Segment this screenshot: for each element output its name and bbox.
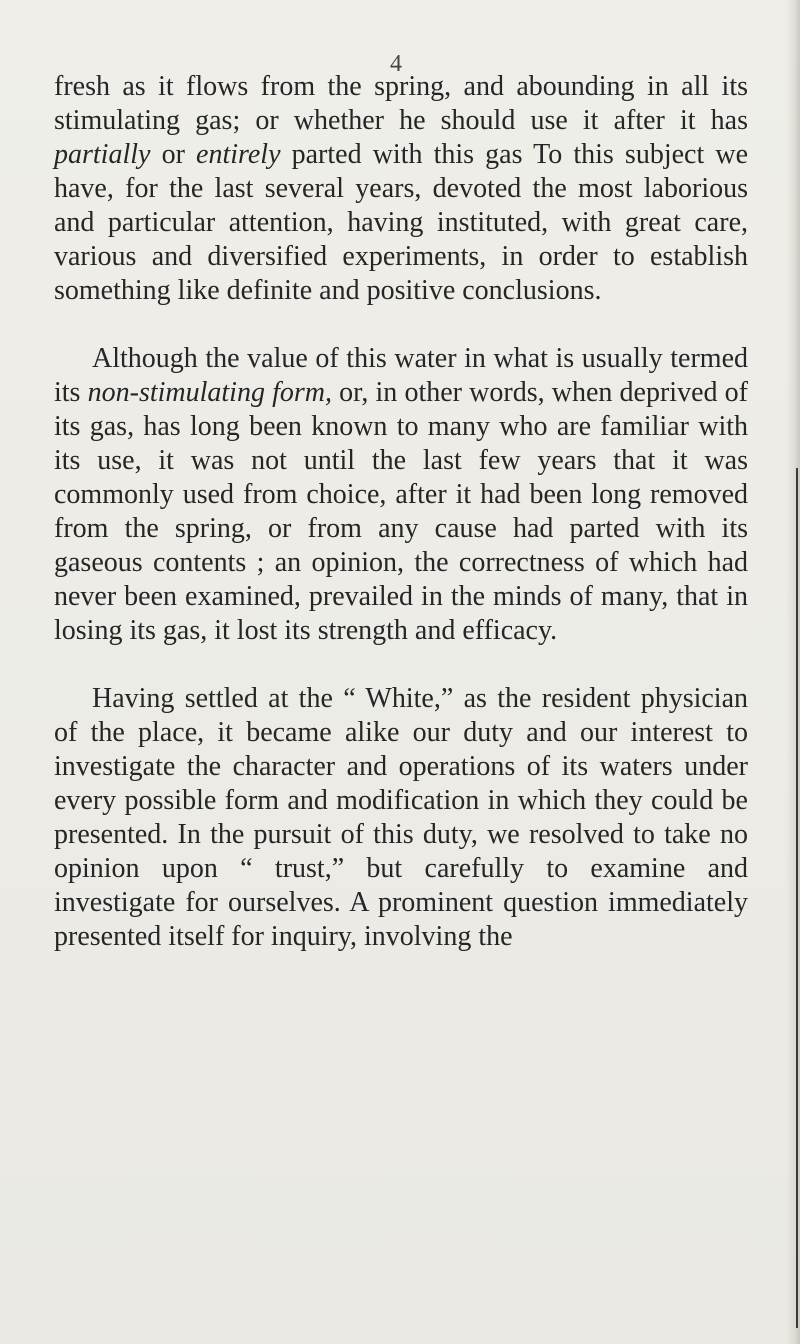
paragraph-3-text: Having settled at the “ White,” as the resident physician of the place, it became alike our duty and our interest to investigate the character and operations of its waters under every possible form and modification in which they could be presented. In the pursuit of this duty, we resolved to take no opinion upon “ trust,” but carefully to examine and investigate for ourselves. A prominent question immediately presented itself for inquiry, involving the <box>54 683 748 952</box>
paragraph-1 <box>54 70 748 308</box>
paragraph-1-text-a: fresh as it flows from the spring, and abounding in all its stimulating gas; or whether he should use it after it has <box>54 71 748 136</box>
paragraph-2-italic-form: non-stimulating form, <box>87 377 333 408</box>
paragraph-1-text-b: or <box>150 139 197 170</box>
paragraph-1-text-c: parted with this gas To this subject we have, for the last several years, devoted the most laborious and particular attention, having instituted, with great care, various and diversified experiments, in order to establish something like definite and positive conclusions. <box>54 139 748 306</box>
paragraph-2-text-b: or, in other words, when deprived of its gas, has long been known to many who are familiar with its use, it was not until the last few years that it was commonly used from choice, after it had been long removed from the spring, or from any cause had parted with its gaseous contents ; an opinion, the correctness of which had never been examined, prevailed in the minds of many, that in losing its gas, it lost its strength and efficacy. <box>54 377 748 646</box>
paragraph-1-italic-partially: partially <box>54 139 151 170</box>
paragraph-1-italic-entirely: entirely <box>196 139 281 170</box>
page-number: 4 <box>390 51 402 77</box>
paragraph-2-text-a: Although the value of this water in what is usually termed its <box>54 343 748 408</box>
page-edge-line <box>796 468 798 1328</box>
paragraph-2 <box>54 342 748 648</box>
body-text <box>54 70 748 954</box>
paragraph-3 <box>54 682 748 954</box>
